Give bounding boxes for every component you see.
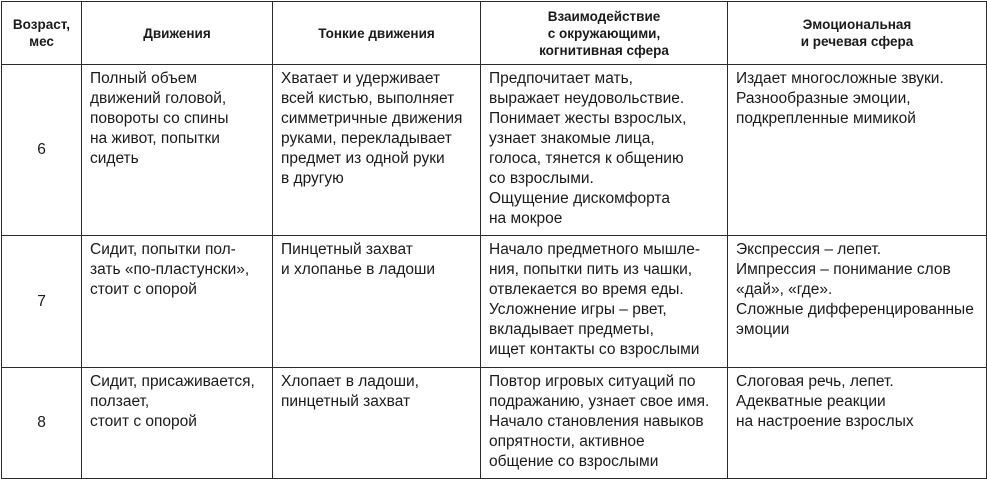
table-row xyxy=(2,368,987,479)
emotional-cell: Экспрессия – лепет. Импрессия – понимание слов «дай», «где». Сложные дифференцированные эмоции xyxy=(728,236,987,368)
fine-movements-cell: Пинцетный захват и хлопанье в ладоши xyxy=(273,236,481,368)
movements-cell: Сидит, попытки пол- зать «по-пластунски», стоит с опорой xyxy=(82,236,273,368)
age-cell: 8 xyxy=(2,368,82,479)
interaction-cell: Предпочитает мать, выражает неудовольствие. Понимает жесты взрослых, узнает знакомые лица, голоса, тянется к общению со взрослыми. Ощущение дискомфорта на мокрое xyxy=(481,65,728,236)
movements-cell: Полный объем движений головой, повороты со спины на живот, попытки сидеть xyxy=(82,65,273,236)
movements-cell: Сидит, присаживается, ползает, стоит с опорой xyxy=(82,368,273,479)
age-cell: 7 xyxy=(2,236,82,368)
header-interaction: Взаимодействие с окружающими, когнитивная сфера xyxy=(481,2,728,65)
age-cell: 6 xyxy=(2,65,82,236)
header-fine-movements: Тонкие движения xyxy=(273,2,481,65)
table-row xyxy=(2,65,987,236)
interaction-cell: Начало предметного мышле- ния, попытки пить из чашки, отвлекается во время еды. Усложнение игры – рвет, вкладывает предметы, ищет контакты со взрослыми xyxy=(481,236,728,368)
emotional-cell: Издает многосложные звуки. Разнообразные эмоции, подкрепленные мимикой xyxy=(728,65,987,236)
interaction-cell: Повтор игровых ситуаций по подражанию, узнает свое имя. Начало становления навыков опрятности, активное общение со взрослыми xyxy=(481,368,728,479)
fine-movements-cell: Хватает и удерживает всей кистью, выполняет симметричные движения руками, перекладывает предмет из одной руки в другую xyxy=(273,65,481,236)
header-age: Возраст, мес xyxy=(2,2,82,65)
header-emotional: Эмоциональная и речевая сфера xyxy=(728,2,987,65)
table-row xyxy=(2,236,987,368)
development-table xyxy=(1,1,987,479)
emotional-cell: Слоговая речь, лепет. Адекватные реакции на настроение взрослых xyxy=(728,368,987,479)
header-movements: Движения xyxy=(82,2,273,65)
fine-movements-cell: Хлопает в ладоши, пинцетный захват xyxy=(273,368,481,479)
header-row xyxy=(2,2,987,65)
